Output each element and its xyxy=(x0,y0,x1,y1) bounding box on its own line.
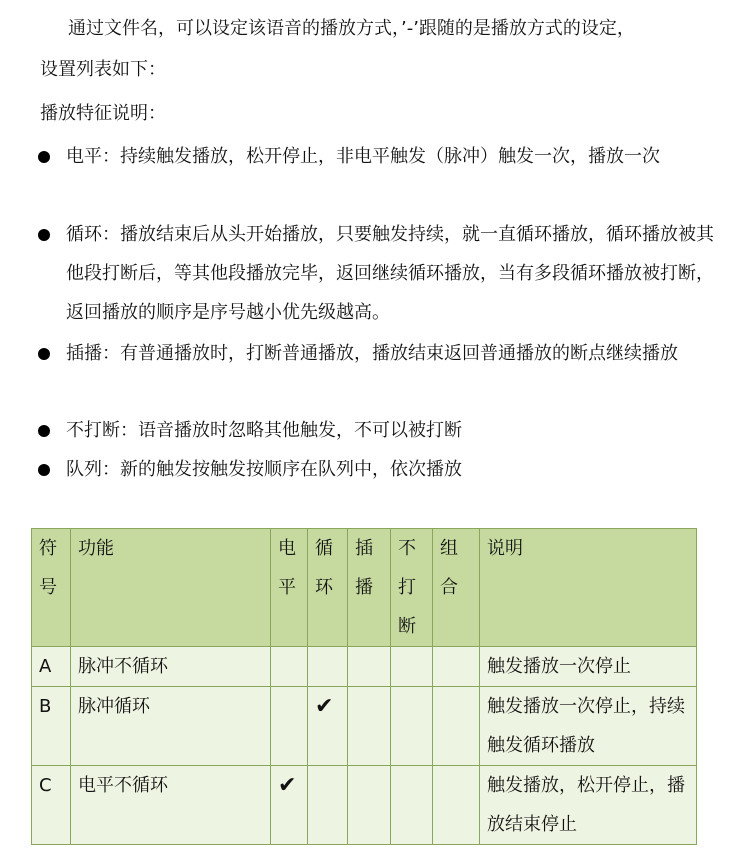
bullet-dot-icon xyxy=(38,464,50,476)
cell-insert xyxy=(348,647,391,687)
bullet-text: 不打断：语音播放时忽略其他触发，不可以被打断 xyxy=(66,420,462,441)
header-loop: 循 环 xyxy=(308,529,348,647)
cell-function: 脉冲不循环 xyxy=(71,647,271,687)
cell-no-interrupt xyxy=(391,766,433,845)
cell-symbol: B xyxy=(32,687,71,766)
cell-description: 触发播放，松开停止，播放结束停止 xyxy=(480,766,697,845)
header-function: 功能 xyxy=(71,529,271,647)
cell-loop: ✔ xyxy=(308,687,348,766)
cell-description: 触发播放一次停止，持续触发循环播放 xyxy=(480,687,697,766)
table-header-row xyxy=(32,529,697,647)
cell-insert xyxy=(348,766,391,845)
bullet-item-loop xyxy=(38,215,718,332)
table-row xyxy=(32,647,697,687)
cell-combo xyxy=(433,766,480,845)
table-row xyxy=(32,687,697,766)
header-symbol: 符 号 xyxy=(32,529,71,647)
bullet-text: 插播：有普通播放时，打断普通播放，播放结束返回普通播放的断点继续播放 xyxy=(66,343,678,364)
bullet-dot-icon xyxy=(38,425,50,437)
header-combo: 组 合 xyxy=(433,529,480,647)
bullet-text: 队列：新的触发按触发按顺序在队列中，依次播放 xyxy=(66,459,462,480)
header-no-interrupt: 不 打 断 xyxy=(391,529,433,647)
bullet-item-level xyxy=(38,137,718,176)
cell-loop xyxy=(308,647,348,687)
section-subtitle: 播放特征说明： xyxy=(40,103,166,124)
header-insert: 插 播 xyxy=(348,529,391,647)
bullet-text: 电平：持续触发播放，松开停止，非电平触发（脉冲）触发一次，播放一次 xyxy=(66,146,660,167)
cell-level: ✔ xyxy=(271,766,308,845)
bullet-item-insert xyxy=(38,334,718,373)
table-row xyxy=(32,766,697,845)
header-level: 电 平 xyxy=(271,529,308,647)
cell-combo xyxy=(433,687,480,766)
cell-function: 电平不循环 xyxy=(71,766,271,845)
bullet-dot-icon xyxy=(38,348,50,360)
intro-line-2: 设置列表如下： xyxy=(40,59,166,80)
bullet-item-no-interrupt xyxy=(38,411,718,450)
play-mode-table xyxy=(31,528,697,845)
cell-loop xyxy=(308,766,348,845)
cell-description: 触发播放一次停止 xyxy=(480,647,697,687)
header-description: 说明 xyxy=(480,529,697,647)
bullet-dot-icon xyxy=(38,229,50,241)
cell-level xyxy=(271,647,308,687)
bullet-text: 循环：播放结束后从头开始播放，只要触发持续，就一直循环播放，循环播放被其他段打断后，等其他段播放完毕，返回继续循环播放，当有多段循环播放被打断，返回播放的顺序是序号越小优先级越高。 xyxy=(66,224,714,323)
cell-combo xyxy=(433,647,480,687)
cell-symbol: A xyxy=(32,647,71,687)
cell-insert xyxy=(348,687,391,766)
bullet-item-queue xyxy=(38,450,718,489)
cell-no-interrupt xyxy=(391,687,433,766)
cell-symbol: C xyxy=(32,766,71,845)
bullet-dot-icon xyxy=(38,151,50,163)
cell-level xyxy=(271,687,308,766)
cell-function: 脉冲循环 xyxy=(71,687,271,766)
cell-no-interrupt xyxy=(391,647,433,687)
intro-line-1: 通过文件名，可以设定该语音的播放方式，’-’跟随的是播放方式的设定， xyxy=(68,18,635,39)
